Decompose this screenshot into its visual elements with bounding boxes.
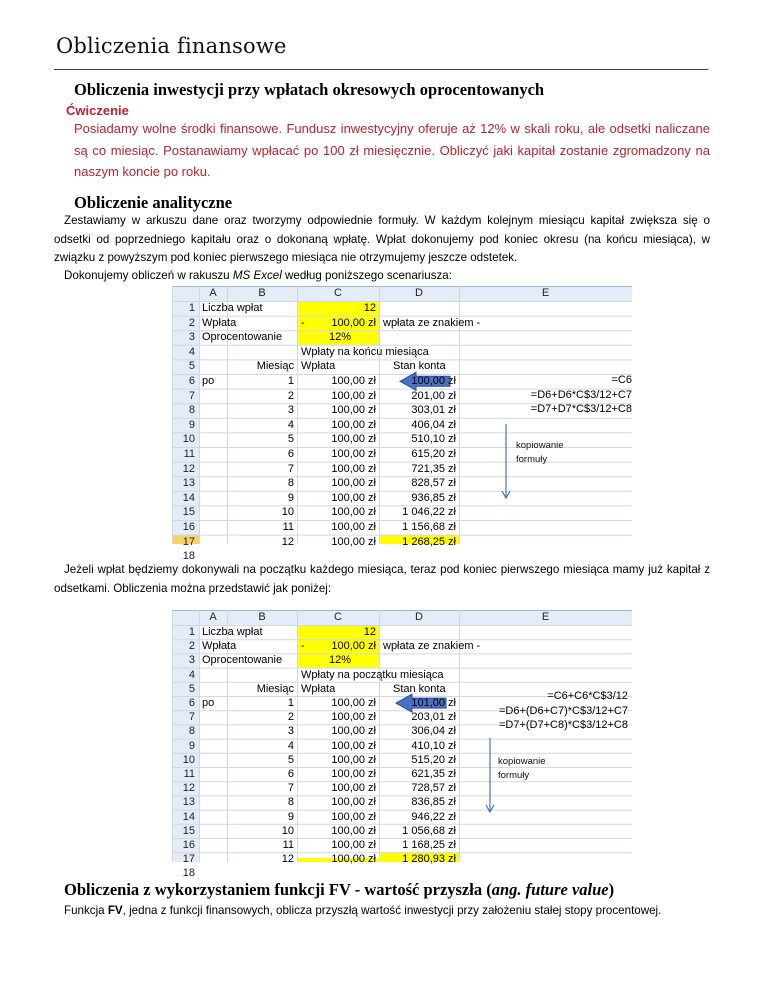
payment-amount: 100,00 zł: [331, 535, 376, 548]
label-oprocentowanie: Oprocentowanie: [202, 331, 283, 344]
account-balance: 203,01 zł: [411, 711, 456, 724]
sheet-row: [172, 330, 632, 345]
minus-sign: -: [301, 640, 305, 653]
month-number: 10: [281, 506, 294, 519]
formula-d6: =C6+C6*C$3/12: [547, 690, 628, 702]
row-number: 18: [182, 867, 195, 880]
label-wplata: Wpłata: [202, 640, 237, 653]
account-balance: 1 046,22 zł: [402, 506, 456, 519]
month-number: 10: [281, 824, 294, 837]
account-balance: 621,35 zł: [411, 768, 456, 780]
column-header-b: B: [258, 611, 266, 623]
account-balance: 836,85 zł: [411, 796, 456, 809]
payment-amount: 100,00 zł: [331, 853, 376, 866]
copy-note-line-2: formuły: [498, 770, 530, 781]
fv-text-end: , jedna z funkcji finansowych, oblicza przyszłą wartość inwestycji przy założeniu stałej stopy procentowej.: [122, 904, 662, 917]
label-liczba-wplat: Liczba wpłat: [202, 302, 263, 314]
row-number: 16: [182, 839, 195, 851]
row-number: 12: [182, 462, 195, 475]
account-balance: 101,00 zł: [411, 697, 456, 709]
payment-amount: 100,00 zł: [331, 433, 376, 446]
section-heading-analytic: Obliczenie analityczne: [74, 193, 233, 212]
account-balance: 828,57 zł: [411, 477, 456, 490]
minus-sign: -: [301, 316, 305, 329]
row-number: 17: [182, 853, 195, 866]
sheet-row: [172, 505, 632, 520]
month-number: 2: [287, 711, 294, 724]
payment-amount: 100,00 zł: [331, 448, 376, 460]
copy-note-line-2: formuły: [516, 454, 548, 465]
payment-amount: 100,00 zł: [331, 839, 376, 851]
row-number: 17: [182, 535, 195, 548]
fv-text-start: Funkcja: [64, 904, 108, 917]
payment-amount: 100,00 zł: [331, 725, 376, 738]
column-header-e: E: [541, 611, 550, 623]
row-number: 15: [182, 506, 195, 519]
sheet-row: [172, 359, 632, 374]
month-number: 11: [282, 839, 294, 851]
sheet-row: [172, 753, 632, 767]
sheet-row: [172, 345, 632, 360]
payment-amount: 100,00 zł: [331, 782, 376, 795]
row-number: 9: [188, 418, 195, 431]
sheet-row: [172, 810, 632, 824]
sheet-row: [172, 795, 632, 809]
sheet-row: [172, 668, 632, 682]
sheet-row: [172, 535, 632, 550]
table-caption: Wpłaty na końcu miesiąca: [301, 345, 429, 358]
column-header-d: D: [415, 287, 423, 299]
row-number: 4: [188, 668, 195, 681]
exercise-label: Ćwiczenie: [66, 103, 129, 118]
label-po: po: [202, 697, 215, 709]
scenario-text-end: według poniższego scenariusza:: [281, 269, 452, 282]
row-number: 6: [188, 697, 195, 709]
row-number: 16: [182, 521, 195, 533]
sheet-row: [172, 374, 632, 389]
column-header-a: A: [209, 611, 217, 623]
row-number: 6: [188, 375, 195, 387]
fv-paragraph: [54, 902, 710, 921]
row-number: 4: [188, 345, 195, 358]
label-liczba-wplat: Liczba wpłat: [202, 626, 263, 638]
account-balance: 515,20 zł: [411, 753, 456, 766]
value-oprocentowanie: 12%: [328, 331, 351, 344]
account-balance: 303,01 zł: [411, 404, 456, 417]
month-number: 2: [287, 389, 294, 402]
formula-d7: =D6+(D6+C7)*C$3/12+C7: [498, 705, 628, 717]
account-balance: 510,10 zł: [411, 433, 456, 446]
note-wplata-znak: wpłata ze znakiem -: [383, 316, 481, 329]
fv-heading-start: Obliczenia z wykorzystaniem funkcji FV - wartość przyszła (: [64, 880, 492, 899]
sheet-row: [172, 491, 632, 506]
table-caption: Wpłaty na początku miesiąca: [301, 668, 444, 681]
row-number: 13: [182, 796, 195, 809]
column-header-d: D: [415, 611, 423, 623]
sheet-row: [172, 838, 632, 852]
scenario-app-name: MS Excel: [232, 269, 282, 282]
payment-amount: 100,00 zł: [331, 491, 376, 504]
section-heading-fv: [64, 880, 614, 900]
month-number: 3: [287, 725, 294, 738]
row-number: 7: [188, 711, 195, 724]
fv-heading-end: ): [608, 880, 615, 899]
start-of-month-paragraph: Jeżeli wpłat będziemy dokonywali na początku każdego miesiąca, teraz pod koniec pierwszego miesiąca mamy już kapitał z odsetkami. Obliczenia można przedstawić jak poniżej:: [54, 563, 710, 595]
month-number: 5: [287, 433, 294, 446]
payment-amount: 100,00 zł: [331, 697, 376, 709]
formula-d8: =D7+(D7+C8)*C$3/12+C8: [498, 719, 628, 731]
header-miesiac: Miesiąc: [256, 682, 294, 695]
sheet-row: [172, 852, 632, 866]
payment-amount: 100,00 zł: [331, 389, 376, 402]
payment-amount: 100,00 zł: [331, 506, 376, 519]
month-number: 9: [287, 810, 294, 823]
payment-amount: 100,00 zł: [331, 768, 376, 780]
spreadsheet-start-of-month: [172, 610, 632, 880]
note-wplata-znak: wpłata ze znakiem -: [383, 640, 481, 653]
month-number: 1: [287, 375, 294, 387]
month-number: 5: [287, 753, 294, 766]
scenario-paragraph: [64, 267, 710, 286]
payment-amount: 100,00 zł: [331, 418, 376, 431]
row-number: 1: [188, 302, 195, 314]
month-number: 7: [287, 782, 294, 795]
row-number: 14: [182, 491, 195, 504]
section-heading-investments: Obliczenia inwestycji przy wpłatach okresowych oprocentowanych: [74, 80, 545, 99]
fv-function-name: FV: [107, 904, 123, 917]
payment-amount: 100,00 zł: [331, 739, 376, 752]
column-header-c: C: [334, 611, 342, 623]
month-number: 3: [287, 404, 294, 417]
account-balance: 306,04 zł: [411, 725, 456, 738]
row-number: 14: [182, 810, 195, 823]
account-balance: 1 056,68 zł: [402, 824, 456, 837]
month-number: 12: [281, 853, 294, 866]
row-number: 5: [188, 682, 195, 695]
label-oprocentowanie: Oprocentowanie: [202, 654, 283, 667]
row-number: 13: [182, 477, 195, 490]
account-balance: 615,20 zł: [411, 448, 456, 460]
sheet-row: [172, 418, 632, 433]
payment-amount: 100,00 zł: [331, 477, 376, 490]
column-header-c: C: [334, 287, 342, 299]
account-balance: 1 280,93 zł: [402, 853, 456, 866]
header-stan-konta: Stan konta: [393, 682, 446, 695]
row-number: 7: [188, 389, 195, 402]
column-header-a: A: [209, 287, 217, 299]
account-balance: 936,85 zł: [411, 491, 456, 504]
row-number: 2: [188, 316, 195, 329]
header-wplata: Wpłata: [301, 682, 336, 695]
row-number: 3: [188, 331, 195, 344]
month-number: 8: [287, 796, 294, 809]
sheet-row: [172, 781, 632, 795]
month-number: 12: [281, 535, 294, 548]
account-balance: 410,10 zł: [411, 739, 456, 752]
page-title: Obliczenia finansowe: [56, 34, 287, 58]
sheet-row: [172, 767, 632, 781]
sheet-row: [172, 824, 632, 838]
header-stan-konta: Stan konta: [393, 360, 446, 373]
month-number: 7: [287, 462, 294, 475]
account-balance: 1 156,68 zł: [402, 521, 456, 533]
payment-amount: 100,00 zł: [331, 462, 376, 475]
row-number: 1: [188, 626, 195, 638]
payment-amount: 100,00 zł: [331, 824, 376, 837]
month-number: 6: [287, 448, 294, 460]
row-number: 11: [183, 768, 195, 780]
fv-heading-english: ang. future value: [491, 880, 609, 899]
header-wplata: Wpłata: [301, 360, 336, 373]
row-number: 12: [182, 782, 195, 795]
account-balance: 201,00 zł: [411, 389, 456, 402]
row-number: 8: [188, 725, 195, 738]
month-number: 4: [287, 739, 294, 752]
row-number: 9: [188, 739, 195, 752]
title-divider: [54, 69, 708, 70]
formula-d8: =D7+D7*C$3/12+C8: [530, 403, 632, 415]
header-miesiac: Miesiąc: [256, 360, 294, 373]
payment-amount: 100,00 zł: [331, 810, 376, 823]
sheet-row: [172, 653, 632, 667]
sheet-row: [172, 866, 632, 880]
row-number: 8: [188, 404, 195, 417]
row-number: 11: [183, 448, 195, 460]
row-number: 10: [182, 433, 195, 446]
row-number: 15: [182, 824, 195, 837]
formula-d7: =D6+D6*C$3/12+C7: [530, 389, 632, 401]
sheet-row: [172, 739, 632, 753]
account-balance: 100,00 zł: [411, 375, 456, 387]
label-po: po: [202, 375, 215, 387]
sheet-row: [172, 625, 632, 639]
month-number: 9: [287, 491, 294, 504]
copy-note: [516, 439, 564, 467]
account-balance: 1 168,25 zł: [402, 839, 456, 851]
row-number: 3: [188, 654, 195, 667]
value-wplata: 100,00 zł: [331, 640, 376, 653]
month-number: 1: [287, 697, 294, 709]
sheet-row: [172, 301, 632, 316]
sheet-row: [172, 476, 632, 491]
spreadsheet-end-of-month: [172, 286, 632, 563]
copy-note: [498, 755, 546, 783]
sheet-row: [172, 639, 632, 653]
month-number: 6: [287, 768, 294, 780]
account-balance: 721,35 zł: [411, 462, 456, 475]
payment-amount: 100,00 zł: [331, 521, 376, 533]
exercise-text: Posiadamy wolne środki finansowe. Fundusz inwestycyjny oferuje aż 12% w skali roku, ale odsetki naliczane są co miesiąc. Postanawiamy wpłacać po 100 zł miesięcznie. Obliczyć jaki kapitał zostanie zgromadzony na naszym koncie po roku.: [74, 121, 710, 179]
formula-d6: =C6: [611, 374, 632, 386]
analytic-paragraph: Zestawiamy w arkuszu dane oraz tworzymy odpowiednie formuły. W każdym kolejnym miesiącu kapitał zwiększa się o odsetki od poprzedniego kapitału oraz o dokonaną wpłatę. Wpłat dokonujemy pod koniec okresu (na końcu miesiąca), w związku z powyższym pod koniec pierwszego miesiąca nie otrzymujemy jeszcze odstetek.: [54, 214, 710, 265]
value-oprocentowanie: 12%: [328, 654, 351, 667]
row-number: 18: [182, 550, 195, 563]
account-balance: 1 268,25 zł: [402, 535, 456, 548]
payment-amount: 100,00 zł: [331, 753, 376, 766]
account-balance: 406,04 zł: [411, 418, 456, 431]
row-number: 10: [182, 753, 195, 766]
month-number: 11: [282, 521, 294, 533]
label-wplata: Wpłata: [202, 316, 237, 329]
month-number: 4: [287, 418, 294, 431]
account-balance: 728,57 zł: [411, 782, 456, 795]
copy-note-line-1: kopiowanie: [498, 756, 546, 767]
account-balance: 946,22 zł: [411, 810, 456, 823]
payment-amount: 100,00 zł: [331, 404, 376, 417]
value-liczba-wplat: 12: [363, 302, 376, 314]
scenario-text-start: Dokonujemy obliczeń w rakuszu: [64, 269, 233, 282]
payment-amount: 100,00 zł: [331, 796, 376, 809]
payment-amount: 100,00 zł: [331, 375, 376, 387]
copy-note-line-1: kopiowanie: [516, 440, 564, 451]
month-number: 8: [287, 477, 294, 490]
value-liczba-wplat: 12: [363, 626, 376, 638]
row-number: 5: [188, 360, 195, 373]
sheet-row: [172, 520, 632, 535]
value-wplata: 100,00 zł: [331, 316, 376, 329]
sheet-row: [172, 316, 632, 331]
column-header-b: B: [258, 287, 266, 299]
payment-amount: 100,00 zł: [331, 711, 376, 724]
row-number: 2: [188, 640, 195, 653]
column-header-e: E: [541, 287, 550, 299]
